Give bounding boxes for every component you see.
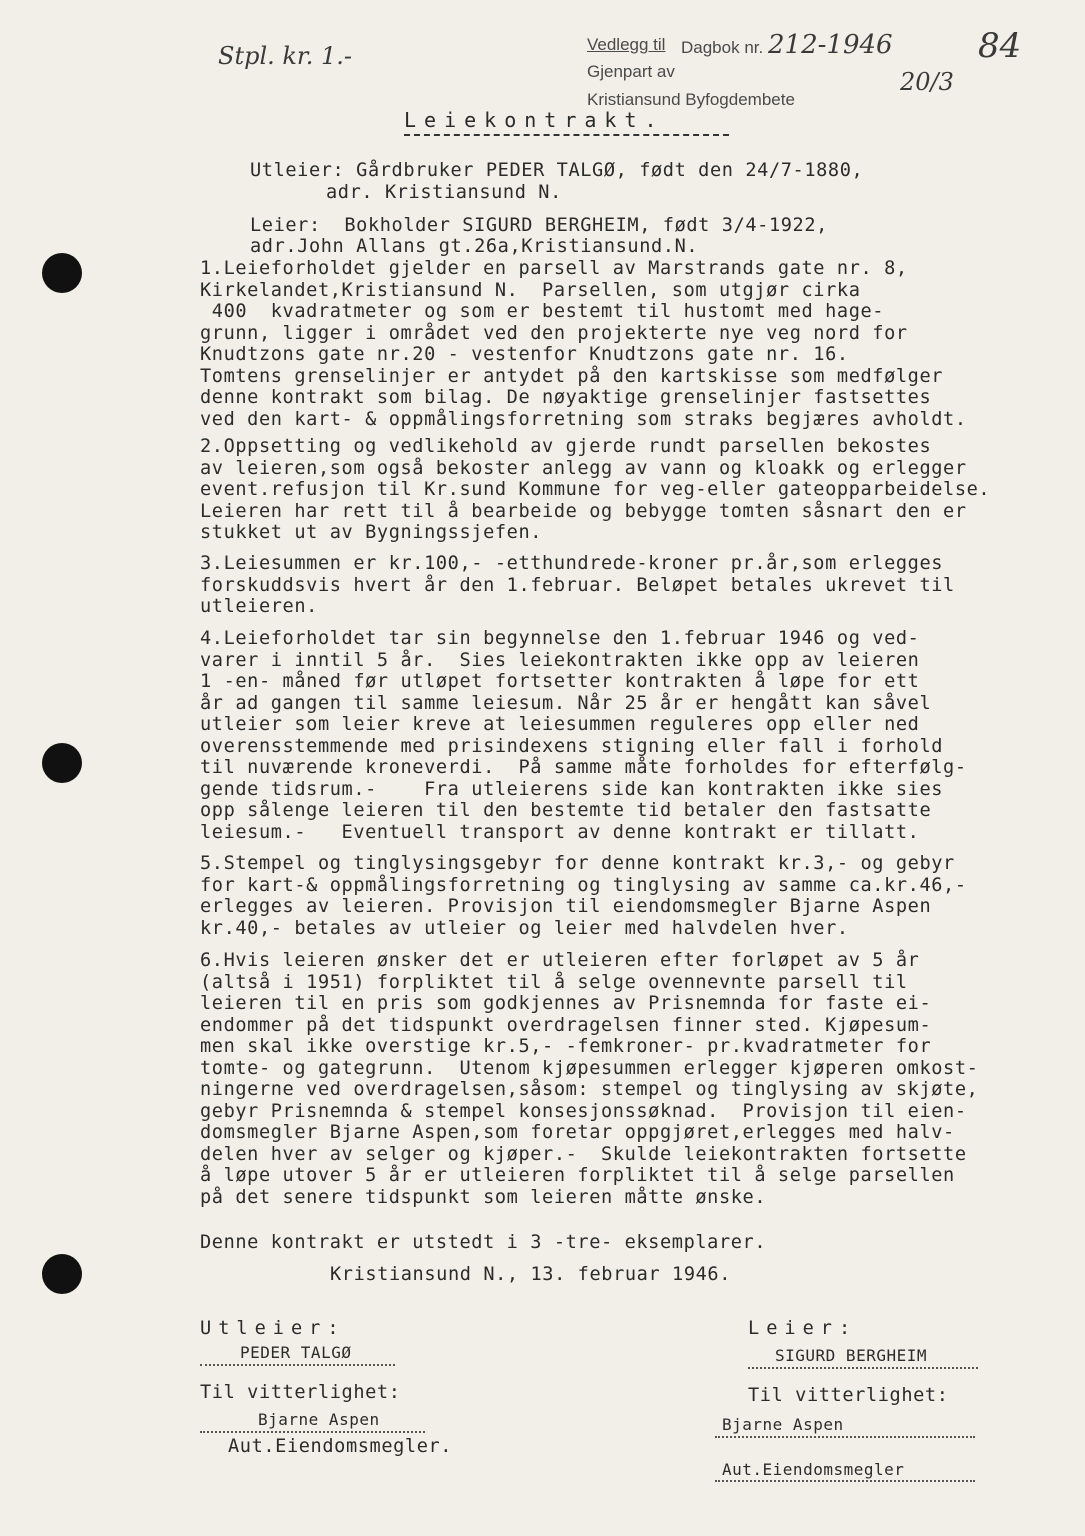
closing-statement: Denne kontrakt er utstedt i 3 -tre- eksemplarer.	[200, 1232, 767, 1253]
stamp-dagbok-label: Dagbok nr.	[681, 38, 764, 57]
punch-hole	[42, 1254, 82, 1294]
utleier-signature: PEDER TALGØ	[240, 1343, 352, 1362]
text-line: erlegges av leieren. Provisjon til eiendomsmegler Bjarne Aspen	[200, 896, 932, 917]
utleier-line-2: adr. Kristiansund N.	[326, 182, 562, 203]
text-line: utleieren.	[200, 596, 318, 617]
text-line: utleier som leier kreve at leiesummen reguleres opp eller ned	[200, 714, 920, 735]
paragraph-3	[200, 553, 1060, 618]
text-line: 1 -en- måned før utløpet fortsetter kontrakten å løpe for ett	[200, 671, 920, 692]
text-line: forskuddsvis hvert år den 1.februar. Beløpet betales ukrevet til	[200, 574, 955, 596]
paragraph-4	[200, 628, 1060, 843]
place-date: Kristiansund N., 13. februar 1946.	[330, 1264, 732, 1285]
text-line: 400 kvadratmeter og som er bestemt til hustomt med hage-	[200, 301, 885, 322]
text-line: domsmegler Bjarne Aspen,som foretar oppgjøret,erlegges med halv-	[200, 1122, 955, 1143]
witness-signature-left: Bjarne Aspen	[258, 1410, 380, 1429]
text-line: Tomtens grenselinjer er antydet på den kartskisse som medfølger	[200, 365, 944, 387]
text-line: opp sålenge leieren til den bestemte tid betaler den fastsatte	[200, 800, 932, 821]
text-line: år ad gangen til samme leiesum. Når 25 år er hengått kan såvel	[200, 692, 932, 714]
witness-label-right: Til vitterlighet:	[748, 1385, 949, 1406]
text-line: Knudtzons gate nr.20 - vestenfor Knudtzons gate nr. 16.	[200, 344, 849, 365]
text-line: ved den kart- & oppmålingsforretning som straks begjæres avholdt.	[200, 408, 967, 430]
leier-signature: SIGURD BERGHEIM	[775, 1346, 927, 1365]
punch-hole	[42, 743, 82, 783]
text-line: 2.Oppsetting og vedlikehold av gjerde rundt parsellen bekostes	[200, 436, 932, 457]
leier-line-1: Leier: Bokholder SIGURD BERGHEIM, født 3/4-1922,	[250, 215, 828, 236]
text-line: grunn, ligger i området ved den projekterte nye veg nord for	[200, 322, 908, 344]
text-line: 1.Leieforholdet gjelder en parsell av Marstrands gate nr. 8,	[200, 258, 908, 279]
stamp-date: 20/3	[900, 68, 954, 96]
text-line: gende tidsrum.- Fra utleierens side kan kontrakten ikke sies	[200, 778, 944, 800]
utleier-line-1: Utleier: Gårdbruker PEDER TALGØ, født den 24/7-1880,	[250, 160, 864, 181]
stamp-line-3: Kristiansund Byfogdembete	[587, 90, 795, 109]
signature-line	[200, 1364, 395, 1366]
text-line: til nuværende kroneverdi. På samme måte forholdes for efterfølg-	[200, 757, 967, 778]
witness-title-right: Aut.Eiendomsmegler	[722, 1460, 905, 1479]
paragraph-2	[200, 436, 1060, 544]
leier-line-2: adr.John Allans gt.26a,Kristiansund.N.	[250, 236, 699, 257]
text-line: for kart-& oppmålingsforretning og tinglysing av samme ca.kr.46,-	[200, 874, 967, 896]
text-line: Leieren har rett til å bearbeide og bebygge tomten såsnart den er	[200, 500, 967, 522]
text-line: overensstemmende med prisindexens stigning eller fall i forhold	[200, 735, 944, 757]
text-line: men skal ikke overstige kr.5,- -femkroner- pr.kvadratmeter for	[200, 1036, 932, 1057]
text-line: 6.Hvis leieren ønsker det er utleieren efter forløpet av 5 år	[200, 950, 920, 971]
signature-line	[748, 1367, 978, 1369]
utleier-label: Utleier:	[200, 1318, 346, 1339]
text-line: tomte- og gategrunn. Utenom kjøpesummen erlegger kjøperen omkost-	[200, 1057, 979, 1079]
stamp-line-2: Gjenpart av	[587, 62, 675, 81]
text-line: leieren til en pris som godkjennes av Prisnemnda for faste ei-	[200, 993, 932, 1014]
punch-hole	[42, 253, 82, 293]
signature-line	[200, 1431, 425, 1433]
stamp-line-1: Vedlegg til	[587, 35, 666, 54]
page-number: 84	[978, 26, 1022, 66]
paragraph-6	[200, 950, 1060, 1208]
signature-line	[715, 1436, 975, 1438]
text-line: denne kontrakt som bilag. De nøyaktige grenselinjer fastsettes	[200, 387, 932, 408]
text-line: 3.Leiesummen er kr.100,- -etthundrede-kroner pr.år,som erlegges	[200, 553, 944, 574]
text-line: på det senere tidspunkt som leieren måtte ønske.	[200, 1186, 767, 1208]
text-line: endommer på det tidspunkt overdragelsen finner sted. Kjøpesum-	[200, 1014, 932, 1036]
text-line: stukket ut av Bygningssjefen.	[200, 522, 543, 543]
text-line: ningerne ved overdragelsen,såsom: stempel og tinglysing av skjøte,	[200, 1079, 979, 1100]
paragraph-5	[200, 853, 1060, 939]
witness-label-left: Til vitterlighet:	[200, 1382, 401, 1403]
witness-title-left: Aut.Eiendomsmegler.	[228, 1436, 453, 1457]
text-line: gebyr Prisnemnda & stempel konsesjonssøknad. Provisjon til eien-	[200, 1100, 967, 1122]
text-line: kr.40,- betales av utleier og leier med halvdelen hver.	[200, 917, 849, 939]
title-underline	[404, 134, 729, 136]
text-line: leiesum.- Eventuell transport av denne kontrakt er tillatt.	[200, 821, 920, 843]
text-line: 5.Stempel og tinglysingsgebyr for denne kontrakt kr.3,- og gebyr	[200, 853, 955, 874]
text-line: 4.Leieforholdet tar sin begynnelse den 1.februar 1946 og ved-	[200, 628, 920, 649]
text-line: varer i inntil 5 år. Sies leiekontrakten ikke opp av leieren	[200, 649, 920, 671]
text-line: av leieren,som også bekoster anlegg av vann og kloakk og erlegger	[200, 457, 967, 479]
document-title: Leiekontrakt.	[404, 108, 665, 132]
text-line: å løpe utover 5 år er utleieren forpliktet til å selge parsellen	[200, 1165, 955, 1186]
text-line: event.refusjon til Kr.sund Kommune for veg-eller gateopparbeidelse.	[200, 479, 991, 500]
paragraph-1	[200, 258, 1060, 430]
margin-note: Stpl. kr. 1.-	[218, 42, 353, 70]
text-line: delen hver av selger og kjøper.- Skulde leiekontrakten fortsette	[200, 1143, 967, 1165]
stamp-dagbok-value: 212-1946	[768, 30, 893, 60]
signature-line	[715, 1480, 975, 1482]
leier-label: Leier:	[748, 1318, 858, 1339]
witness-signature-right: Bjarne Aspen	[722, 1415, 844, 1434]
text-line: Kirkelandet,Kristiansund N. Parsellen, som utgjør cirka	[200, 279, 861, 301]
text-line: (altså i 1951) forpliktet til å selge ovennevnte parsell til	[200, 971, 908, 993]
